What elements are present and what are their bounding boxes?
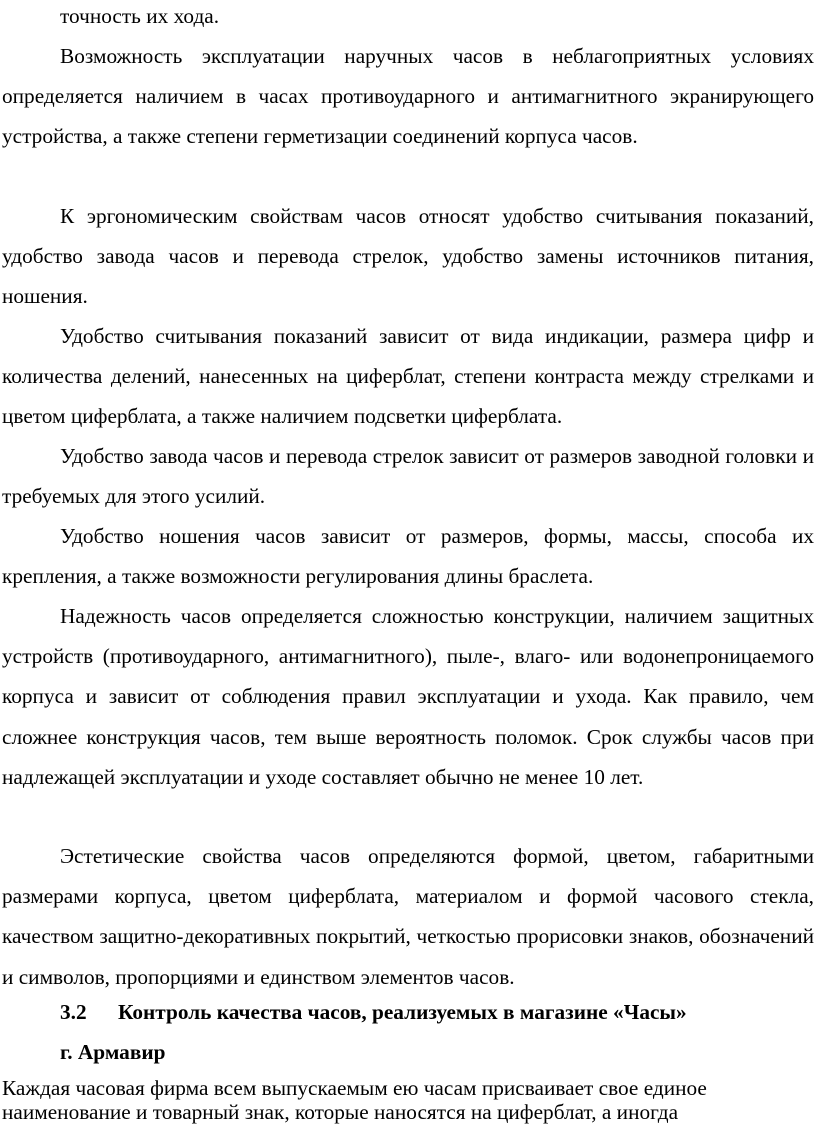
paragraph-wearing-convenience: Удобство ношения часов зависит от размеров, формы, массы, способа их крепления, а также возможности регулирования длины браслета. <box>2 524 814 589</box>
section-heading-line2 <box>60 1032 800 1072</box>
section-heading <box>60 992 800 1032</box>
paragraph-winding-convenience: Удобство завода часов и перевода стрелок зависит от размеров заводной головки и требуемых для этого усилий. <box>2 444 814 509</box>
section-title-line1: Контроль качества часов, реализуемых в магазине «Часы» <box>118 1000 687 1024</box>
paragraph-reliability: Надежность часов определяется сложностью конструкции, наличием защитных устройств (противоударного, антимагнитного), пыле-, влаго- или водонепроницаемого корпуса и зависит от соблюдения правил эксплуатации и ухода. Как правило, чем сложнее конструкция часов, тем выше вероятность поломок. Срок службы часов при надлежащей эксплуатации и уходе составляет обычно не менее 10 лет. <box>2 604 814 789</box>
section-number: 3.2 <box>60 1000 87 1024</box>
paragraph-brand-naming: Каждая часовая фирма всем выпускаемым ею часам присваивает свое единое наименование и товарный знак, которые наносятся на циферблат, а иногда <box>2 1076 707 1124</box>
paragraph-continuation: точность их хода. <box>60 4 220 28</box>
paragraph-reading-convenience: Удобство считывания показаний зависит от вида индикации, размера цифр и количества делений, нанесенных на циферблат, степени контраста между стрелками и цветом циферблата, а также наличием подсветки циферблата. <box>2 324 814 429</box>
paragraph-operation-conditions: Возможность эксплуатации наручных часов в неблагоприятных условиях определяется наличием в часах противоударного и антимагнитного экранирующего устройства, а также степени герметизации соединений корпуса часов. <box>2 44 814 149</box>
section-title-line2: г. Армавир <box>60 1040 166 1064</box>
paragraph-ergonomic-properties: К эргономическим свойствам часов относят удобство считывания показаний, удобство завода часов и перевода стрелок, удобство замены источников питания, ношения. <box>2 204 814 309</box>
paragraph-aesthetic-properties: Эстетические свойства часов определяются формой, цветом, габаритными размерами корпуса, цветом циферблата, материалом и формой часового стекла, качеством защитно-декоративных покрытий, четкостью прорисовки знаков, обозначений и символов, пропорциями и единством элементов часов. <box>2 844 814 989</box>
